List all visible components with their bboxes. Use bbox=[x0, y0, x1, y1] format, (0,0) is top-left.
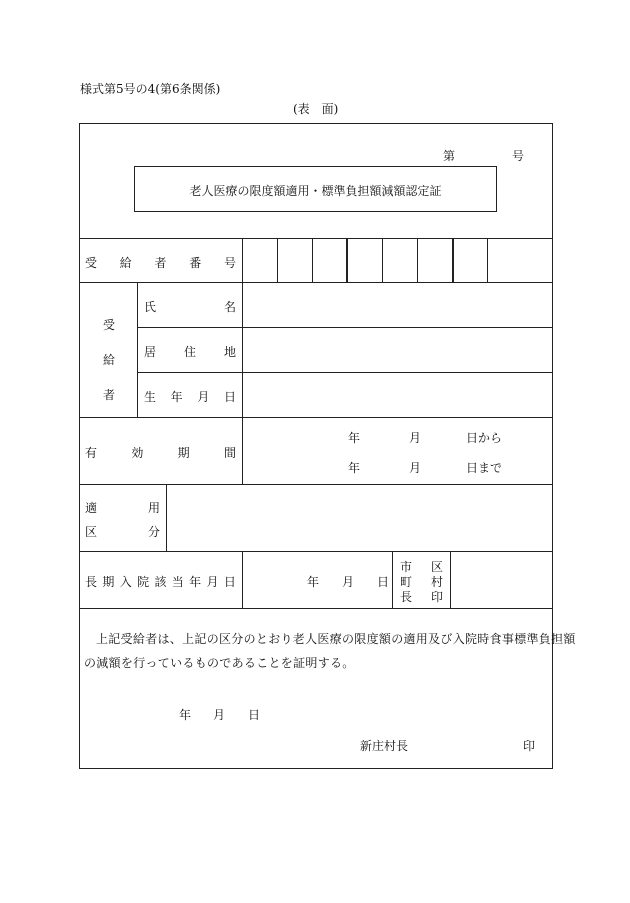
digit-box-divider bbox=[487, 238, 488, 282]
validity-from-day: 日から bbox=[466, 431, 503, 445]
row-divider bbox=[137, 327, 553, 328]
digit-box-divider bbox=[277, 238, 278, 282]
category-label-line2: 区 分 bbox=[85, 525, 160, 539]
issuer-seal: 印 bbox=[523, 739, 536, 753]
digit-box-divider-bold bbox=[346, 238, 348, 282]
validity-to-year: 年 bbox=[348, 461, 361, 475]
column-divider bbox=[166, 484, 167, 551]
long-term-year: 年 bbox=[307, 575, 320, 589]
birthdate-label: 生 年 月 日 bbox=[144, 390, 236, 404]
statement-line1: 上記受給者は、上記の区分のとおり老人医療の限度額の適用及び入院時食事標準負担額 bbox=[96, 632, 576, 646]
long-term-day: 日 bbox=[377, 575, 390, 589]
certificate-number-go: 号 bbox=[512, 149, 525, 163]
row-divider bbox=[79, 608, 553, 609]
digit-box-divider bbox=[382, 238, 383, 282]
validity-label: 有 効 期 間 bbox=[85, 446, 236, 460]
column-divider bbox=[242, 417, 243, 484]
validity-to-month: 月 bbox=[409, 461, 422, 475]
long-term-month: 月 bbox=[342, 575, 355, 589]
column-divider bbox=[242, 282, 243, 417]
row-divider bbox=[79, 551, 553, 552]
digit-box-divider bbox=[312, 238, 313, 282]
digit-box-divider bbox=[417, 238, 418, 282]
category-label-line1: 適 用 bbox=[85, 501, 160, 515]
certificate-title: 老人医療の限度額適用・標準負担額減額認定証 bbox=[189, 184, 442, 198]
validity-from-year: 年 bbox=[348, 431, 361, 445]
digit-box-divider-bold bbox=[452, 238, 454, 282]
column-divider bbox=[242, 551, 243, 608]
recipient-number-label: 受 給 者 番 号 bbox=[85, 256, 236, 270]
row-divider bbox=[79, 238, 553, 239]
certificate-number-dai: 第 bbox=[443, 149, 456, 163]
validity-from-month: 月 bbox=[409, 431, 422, 445]
row-divider bbox=[79, 417, 553, 418]
row-divider bbox=[79, 484, 553, 485]
certification-date-day: 日 bbox=[248, 708, 261, 722]
row-divider bbox=[137, 372, 553, 373]
row-divider bbox=[79, 282, 553, 283]
side-label: (表 面) bbox=[293, 102, 339, 116]
seal-line1: 市 区 bbox=[400, 560, 443, 574]
seal-line2: 町 村 bbox=[400, 575, 443, 589]
certification-date-month: 月 bbox=[213, 708, 226, 722]
name-label: 氏 名 bbox=[144, 300, 236, 314]
column-divider bbox=[450, 551, 451, 608]
validity-to-day: 日まで bbox=[466, 461, 503, 475]
seal-line3: 長 印 bbox=[400, 590, 443, 604]
form-number: 様式第5号の4(第6条関係) bbox=[80, 82, 221, 96]
statement-line2: の減額を行っているものであることを証明する。 bbox=[84, 656, 355, 670]
column-divider bbox=[392, 551, 393, 608]
certification-date-year: 年 bbox=[179, 708, 192, 722]
column-divider bbox=[137, 282, 138, 417]
address-label: 居 住 地 bbox=[144, 345, 236, 359]
long-term-label: 長 期 入 院 該 当 年 月 日 bbox=[85, 575, 236, 589]
issuer-name: 新庄村長 bbox=[360, 739, 409, 753]
column-divider bbox=[242, 238, 243, 282]
recipient-group-label: 受 給 者 bbox=[102, 318, 115, 402]
